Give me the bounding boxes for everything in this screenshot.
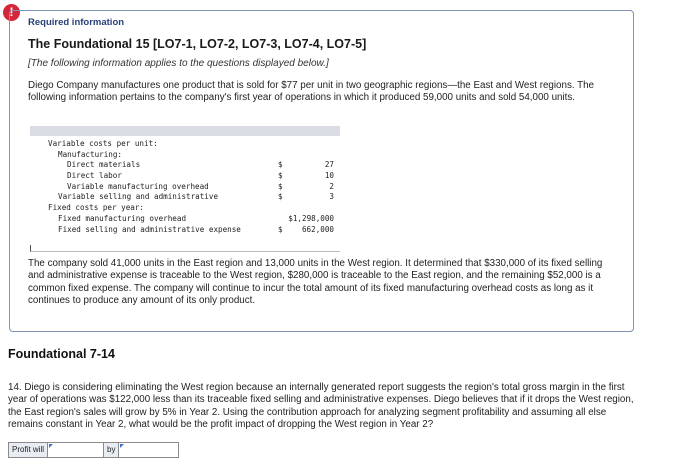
applies-note: [The following information applies to the questions displayed below.] xyxy=(28,58,329,69)
row-value: 662,000 xyxy=(301,225,334,234)
row-dollar: $ xyxy=(278,225,283,234)
answer-row xyxy=(8,442,179,460)
problem-heading: The Foundational 15 [LO7-1, LO7-2, LO7-3, LO7-4, LO7-5] xyxy=(28,37,367,51)
outro-paragraph: The company sold 41,000 units in the East region and 13,000 units in the West region. It determined that $330,000 of its fixed selling and administrative expense is traceable to the West region, $280,000 is traceable to the East region, and the remaining $52,000 is a common fixed expense. The company will continue to incur the total amount of its fixed manufacturing overhead costs as long as it continues to produce any amount of its only product. xyxy=(28,258,603,306)
question-text: 14. Diego is considering eliminating the West region because an internally generated report suggests the region's total gross margin in the first year of operations was $122,000 less than its traceable fixed selling and administrative expenses. Diego believes that if it drops the West region, the East region's sales will grow by 5% in Year 2. Using the contribution approach for analyzing segment profitability and assuming all else remains constant in Year 2, what would be the profit impact of dropping the West region in Year 2? xyxy=(8,382,634,430)
profit-will-label: Profit will xyxy=(8,442,48,458)
row-label: Fixed costs per year: xyxy=(48,203,145,212)
profit-direction-select[interactable] xyxy=(48,442,104,458)
cost-table xyxy=(30,126,340,252)
row-label: Fixed manufacturing overhead xyxy=(58,214,187,223)
row-dollar: $ xyxy=(278,192,283,201)
row-dollar: $ xyxy=(278,171,283,180)
row-value: 3 xyxy=(329,192,334,201)
foundational-title: Foundational 7-14 xyxy=(8,347,115,361)
row-value: 27 xyxy=(324,160,334,169)
row-dollar: $ xyxy=(278,160,283,169)
table-footer-rule xyxy=(30,245,340,252)
table-row xyxy=(30,139,340,150)
profit-amount-input[interactable] xyxy=(119,442,179,458)
row-label: Variable costs per unit: xyxy=(48,139,158,148)
table-header-bar xyxy=(30,126,340,136)
table-row xyxy=(30,214,340,225)
row-label: Manufacturing: xyxy=(58,150,123,159)
row-value: 2 xyxy=(329,182,334,191)
table-row xyxy=(30,203,340,214)
table-row xyxy=(30,171,340,182)
table-row xyxy=(30,160,340,171)
row-label: Variable selling and administrative xyxy=(58,192,219,201)
row-label: Variable manufacturing overhead xyxy=(67,182,209,191)
dropdown-marker-icon xyxy=(120,444,124,448)
required-information-label: Required information xyxy=(28,17,125,28)
dropdown-marker-icon xyxy=(49,444,53,448)
row-label: Direct labor xyxy=(67,171,122,180)
exclamation-icon: ! xyxy=(3,4,20,21)
by-label: by xyxy=(104,442,119,458)
row-dollar: $ xyxy=(278,182,283,191)
table-row xyxy=(30,192,340,203)
row-value: 10 xyxy=(324,171,334,180)
row-label: Direct materials xyxy=(67,160,141,169)
intro-paragraph: Diego Company manufactures one product that is sold for $77 per unit in two geographic regions—the East and West regions. The following information pertains to the company's first year of operations in which it produced 59,000 units and sold 54,000 units. xyxy=(28,80,595,104)
table-row xyxy=(30,225,340,236)
row-label: Fixed selling and administrative expense xyxy=(58,225,241,234)
row-value: $1,298,000 xyxy=(288,214,334,223)
